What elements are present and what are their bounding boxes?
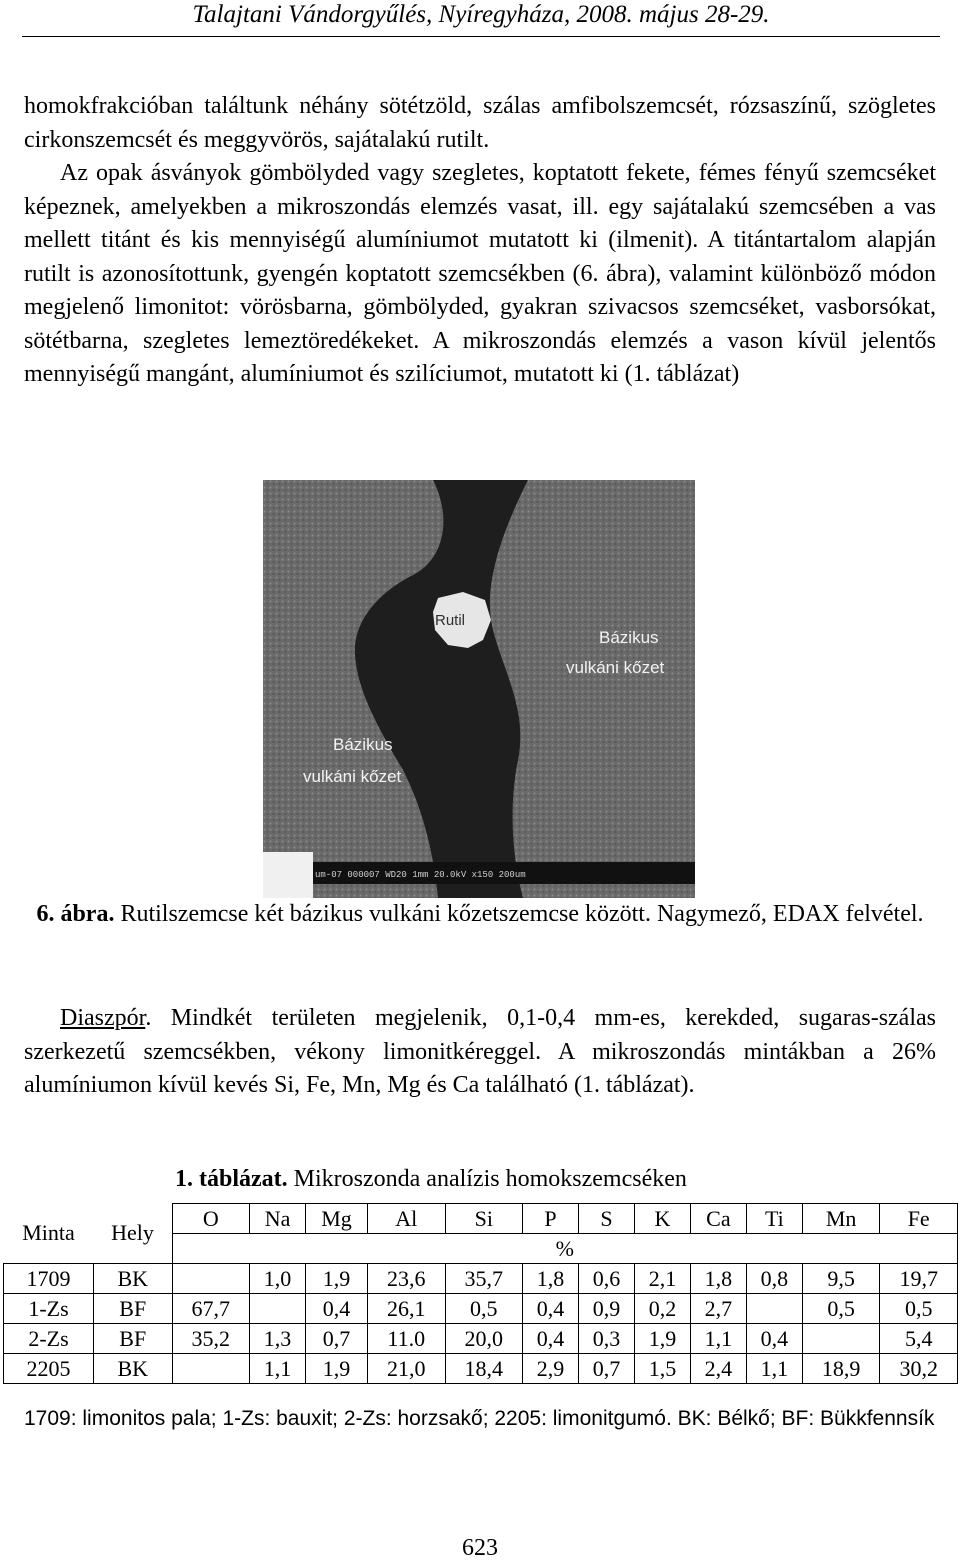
header-element: Mn <box>802 1204 880 1234</box>
cell-value: 18,9 <box>802 1354 880 1384</box>
cell-value: 1,9 <box>634 1324 690 1354</box>
cell-value: 0,6 <box>579 1264 635 1294</box>
table-row <box>4 1264 958 1294</box>
cell-value: 11.0 <box>367 1324 445 1354</box>
cell-value: 0,5 <box>445 1294 523 1324</box>
header-element: S <box>579 1204 635 1234</box>
cell-value <box>172 1264 250 1294</box>
cell-minta: 2205 <box>4 1354 94 1384</box>
figure-caption-text: Rutilszemcse két bázikus vulkáni kőzetszemcse között. Nagymező, EDAX felvétel. <box>114 901 924 927</box>
table-row <box>4 1294 958 1324</box>
header-element: P <box>523 1204 579 1234</box>
cell-value: 0,9 <box>579 1294 635 1324</box>
right-grain-shape <box>490 480 695 898</box>
cell-value: 30,2 <box>880 1354 958 1384</box>
cell-value: 1,9 <box>306 1264 368 1294</box>
cell-value: 35,2 <box>172 1324 250 1354</box>
cell-value: 0,5 <box>880 1294 958 1324</box>
cell-value: 0,7 <box>306 1324 368 1354</box>
cell-value: 0,5 <box>802 1294 880 1324</box>
scale-text: um-07 000007 WD20 1mm 20.0kV x150 200um <box>315 870 526 880</box>
header-element: Mg <box>306 1204 368 1234</box>
cell-value <box>250 1294 306 1324</box>
analysis-table <box>3 1203 958 1384</box>
cell-value: 2,4 <box>690 1354 746 1384</box>
cell-value: 0,4 <box>306 1294 368 1324</box>
table-row <box>4 1354 958 1384</box>
table-footnote: 1709: limonitos pala; 1-Zs: bauxit; 2-Zs: horzsakő; 2205: limonitgumó. BK: Bélkő; BF: Bükkfennsík <box>24 1407 935 1430</box>
cell-value: 1,0 <box>250 1264 306 1294</box>
cell-minta: 1-Zs <box>4 1294 94 1324</box>
cell-value: 23,6 <box>367 1264 445 1294</box>
header-element: Si <box>445 1204 523 1234</box>
label-left-line2: vulkáni kőzet <box>303 767 402 786</box>
cell-value: 0,2 <box>634 1294 690 1324</box>
header-element: Na <box>250 1204 306 1234</box>
cell-value: 0,4 <box>523 1294 579 1324</box>
table-caption <box>175 1163 687 1195</box>
paragraph-opaque: Az opak ásványok gömbölyded vagy szegletes, koptatott fekete, fémes fényű szemcséket képeznek, amelyekben a mikroszondás elemzés vasat, ill. egy sajátalakú szemcsében a vas mellett titánt és kis mennyiségű alumíniumot mutatott ki (ilmenit). A titántartalom alapján rutilt is azonosítottunk, gyengén koptatott szemcsékben (6. ábra), valamint különböző módon megjelenő limonitot: vörösbarna, gömbölyded, gyakran szivacsos szemcséket, vasborsókat, sötétbarna, szegletes lemeztöredékeket. A mikroszondás elemzés a vason kívül jelentős mennyiségű mangánt, alumíniumot és szilíciumot, mutatott ki (1. táblázat) <box>24 160 936 387</box>
scale-white-block <box>263 852 313 898</box>
table-caption-text: Mikroszonda analízis homokszemcséken <box>287 1166 687 1192</box>
cell-value: 1,1 <box>250 1354 306 1384</box>
table-header-row <box>4 1204 958 1234</box>
cell-value: 1,9 <box>306 1354 368 1384</box>
sem-image <box>263 480 695 898</box>
cell-value: 21,0 <box>367 1354 445 1384</box>
cell-minta: 1709 <box>4 1264 94 1294</box>
cell-value: 1,8 <box>690 1264 746 1294</box>
cell-value: 67,7 <box>172 1294 250 1324</box>
cell-value: 1,3 <box>250 1324 306 1354</box>
label-right-line1: Bázikus <box>599 628 659 647</box>
cell-value: 1,1 <box>690 1324 746 1354</box>
cell-value: 0,8 <box>746 1264 802 1294</box>
label-left-line1: Bázikus <box>333 735 393 754</box>
paragraph-minerals <box>24 90 936 392</box>
label-rutil: Rutil <box>435 612 466 629</box>
diaspore-term: Diaszpór <box>60 1005 146 1031</box>
header-element: Fe <box>880 1204 958 1234</box>
sem-figure <box>263 480 695 898</box>
running-title: Talajtani Vándorgyűlés, Nyíregyháza, 2008. május 28-29. <box>192 1 770 28</box>
header-element: Ti <box>746 1204 802 1234</box>
cell-hely: BF <box>94 1294 173 1324</box>
cell-value: 1,1 <box>746 1354 802 1384</box>
paragraph-diaspore <box>24 1002 936 1103</box>
cell-value: 0,4 <box>746 1324 802 1354</box>
figure-number: 6. ábra. <box>36 901 115 927</box>
cell-value: 0,7 <box>579 1354 635 1384</box>
table-row <box>4 1324 958 1354</box>
cell-value: 35,7 <box>445 1264 523 1294</box>
cell-value: 2,7 <box>690 1294 746 1324</box>
header-element: O <box>172 1204 250 1234</box>
cell-value: 1,8 <box>523 1264 579 1294</box>
cell-value: 20,0 <box>445 1324 523 1354</box>
table-number: 1. táblázat. <box>175 1166 288 1192</box>
header-element: Al <box>367 1204 445 1234</box>
figure-caption <box>24 898 936 931</box>
cell-value: 9,5 <box>802 1264 880 1294</box>
cell-hely: BK <box>94 1354 173 1384</box>
header-element: K <box>634 1204 690 1234</box>
cell-hely: BK <box>94 1264 173 1294</box>
cell-value: 5,4 <box>880 1324 958 1354</box>
label-right-line2: vulkáni kőzet <box>566 658 665 677</box>
cell-value <box>802 1324 880 1354</box>
cell-value: 0,3 <box>579 1324 635 1354</box>
cell-value: 2,9 <box>523 1354 579 1384</box>
paragraph-minerals-start: homokfrakcióban találtunk néhány sötétzöld, szálas amfibolszemcsét, rózsaszínű, szögletes cirkonszemcsét és meggyvörös, sajátalakú rutilt. <box>24 93 936 153</box>
diaspore-text: . Mindkét területen megjelenik, 0,1-0,4 mm-es, kerekded, sugaras-szálas szerkezetű szemcsékben, vékony limonitkéreggel. A mikroszondás mintákban a 26% alumíniumon kívül kevés Si, Fe, Mn, Mg és Ca található (1. táblázat). <box>24 1005 936 1098</box>
cell-value: 18,4 <box>445 1354 523 1384</box>
cell-hely: BF <box>94 1324 173 1354</box>
cell-value: 2,1 <box>634 1264 690 1294</box>
cell-value: 26,1 <box>367 1294 445 1324</box>
running-header <box>22 0 940 37</box>
unit-cell: % <box>172 1234 958 1264</box>
header-element: Ca <box>690 1204 746 1234</box>
cell-minta: 2-Zs <box>4 1324 94 1354</box>
header-minta: Minta <box>22 1220 75 1246</box>
cell-value: 0,4 <box>523 1324 579 1354</box>
cell-value: 19,7 <box>880 1264 958 1294</box>
cell-value <box>746 1294 802 1324</box>
page-number: 623 <box>462 1535 498 1561</box>
cell-value <box>172 1354 250 1384</box>
header-hely: Hely <box>111 1220 154 1246</box>
cell-value: 1,5 <box>634 1354 690 1384</box>
